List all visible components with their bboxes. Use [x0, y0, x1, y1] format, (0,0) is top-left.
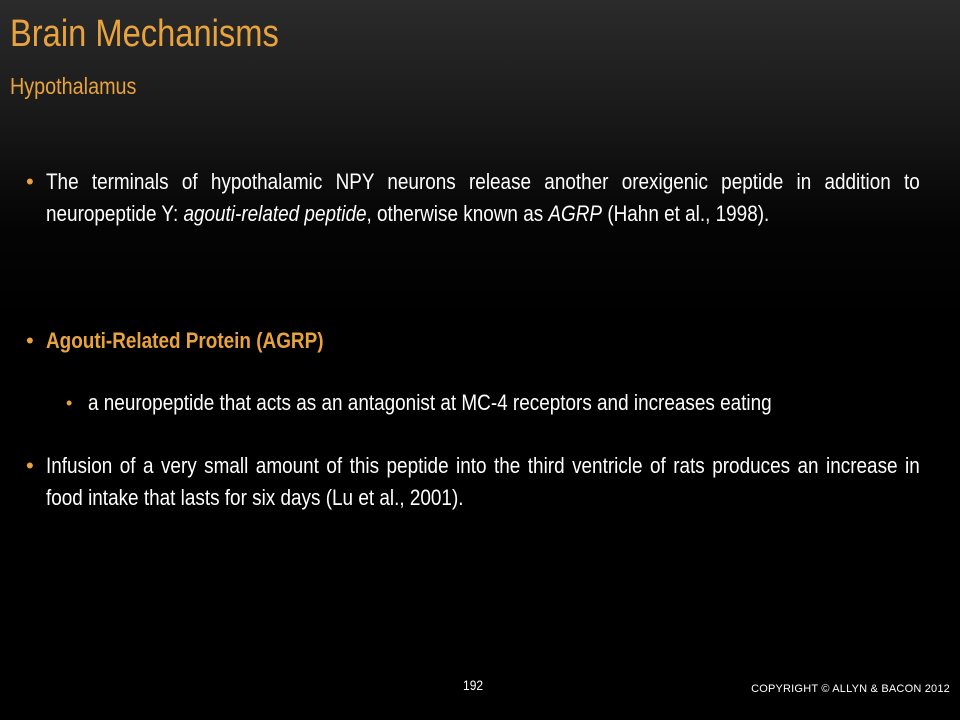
slide-subtitle: Hypothalamus	[10, 73, 137, 99]
slide-title: Brain Mechanisms	[10, 13, 279, 55]
bullet-text-part: The terminals of hypothalamic NPY neurons release another orexigenic peptide in addition to neuropeptide Y:	[46, 169, 920, 226]
bullet-text-italic: agouti-related peptide	[183, 201, 367, 226]
page-number: 192	[463, 677, 484, 693]
copyright-notice: COPYRIGHT © ALLYN & BACON 2012	[751, 683, 950, 695]
sub-bullet-dot-icon: •	[66, 393, 73, 413]
bullet-text-part: , otherwise known as	[366, 201, 549, 226]
bullet-dot-icon: •	[26, 169, 34, 194]
bullet-text-italic: AGRP	[548, 201, 603, 226]
bullet-text: Agouti-Related Protein (AGRP)	[46, 328, 324, 353]
bullet-dot-icon: •	[26, 453, 34, 478]
bullet-dot-icon: •	[26, 328, 34, 353]
bullet-text	[46, 166, 920, 230]
bullet-text: a neuropeptide that acts as an antagonist at MC-4 receptors and increases eating	[88, 390, 772, 415]
bullet-text-part: (Hahn et al., 1998).	[602, 201, 770, 226]
bullet-text: Infusion of a very small amount of this peptide into the third ventricle of rats produces an increase in food intake that lasts for six days (Lu et al., 2001).	[46, 453, 920, 510]
